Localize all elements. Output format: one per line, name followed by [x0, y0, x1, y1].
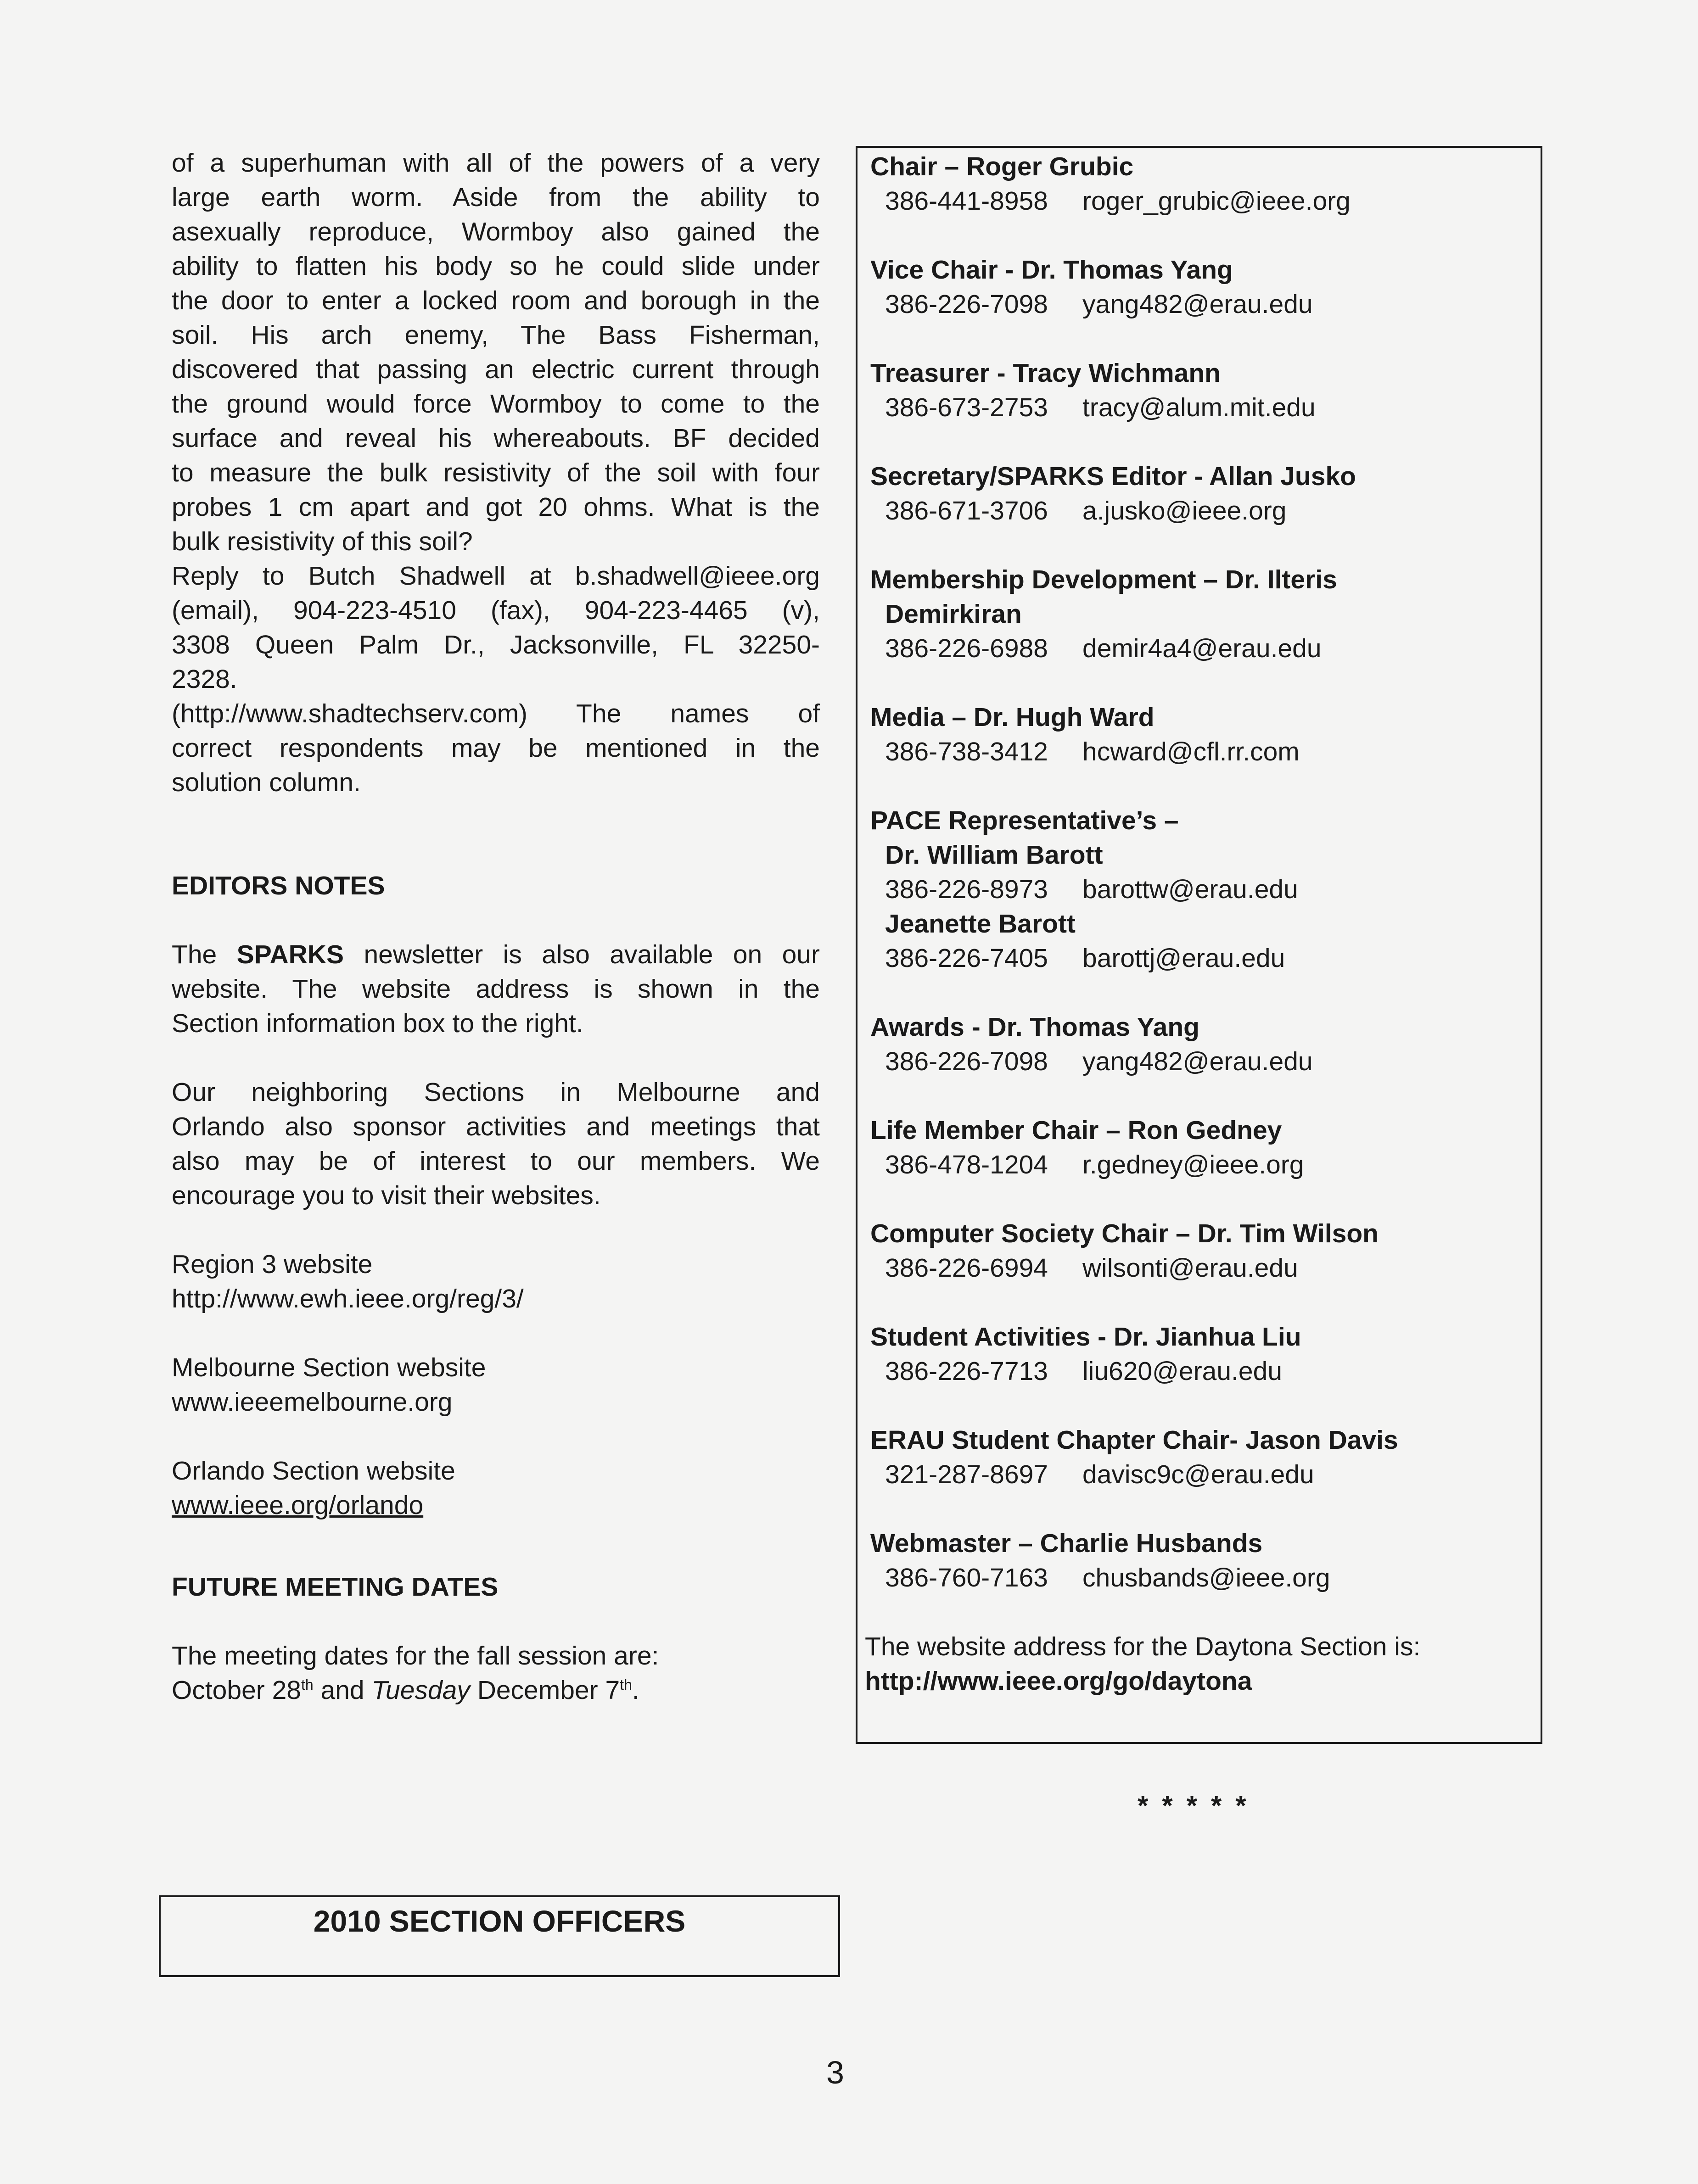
daytona-website-url[interactable]: http://www.ieee.org/go/daytona	[865, 1666, 1252, 1696]
section-divider-stars: *****	[1138, 1790, 1260, 1821]
puzzle-line: discovered that passing an electric current through	[172, 355, 820, 384]
website-line: (http://www.shadtechserv.com) The names of	[172, 699, 820, 728]
puzzle-line: probes 1 cm apart and got 20 ohms. What is the	[172, 492, 820, 522]
website-line: correct respondents may be mentioned in the	[172, 733, 820, 763]
puzzle-line: soil. His arch enemy, The Bass Fisherman,	[172, 320, 820, 350]
officer-chair: Chair – Roger Grubic 386-441-8958 roger_grubic@ieee.org	[870, 152, 1351, 216]
officer-email[interactable]: yang482@erau.edu	[1082, 1047, 1313, 1076]
officer-webmaster: Webmaster – Charlie Husbands 386-760-7163 chusbands@ieee.org	[870, 1529, 1330, 1592]
officer-email[interactable]: barottw@erau.edu	[1082, 875, 1298, 904]
officer-email[interactable]: tracy@alum.mit.edu	[1082, 393, 1316, 422]
melbourne-link-block	[172, 1351, 820, 1419]
officer-email[interactable]: roger_grubic@ieee.org	[1082, 186, 1351, 216]
officer-treasurer: Treasurer - Tracy Wichmann 386-673-2753 tracy@alum.mit.edu	[870, 358, 1316, 422]
melbourne-label: Melbourne Section website	[172, 1353, 486, 1382]
officer-computer-society: Computer Society Chair – Dr. Tim Wilson 386-226-6994 wilsonti@erau.edu	[870, 1219, 1379, 1283]
puzzle-line: the door to enter a locked room and borough in the	[172, 286, 820, 315]
page-number: 3	[826, 2055, 844, 2090]
officer-erau-chapter: ERAU Student Chapter Chair- Jason Davis 321-287-8697 davisc9c@erau.edu	[870, 1425, 1398, 1489]
melbourne-url[interactable]: www.ieeemelbourne.org	[172, 1387, 453, 1417]
officer-membership: Membership Development – Dr. Ilteris Demirkiran 386-226-6988 demir4a4@erau.edu	[870, 565, 1337, 663]
website-line: solution column.	[172, 768, 361, 797]
editors-notes-paragraph-1: The SPARKS newsletter is also available on our website. The website address is shown in the Section information box to the right.	[172, 940, 820, 1038]
puzzle-question: bulk resistivity of this soil?	[172, 527, 473, 556]
orlando-link-block	[172, 1454, 820, 1523]
reply-line: Reply to Butch Shadwell at b.shadwell@ieee.org	[172, 561, 820, 591]
future-meetings-heading: FUTURE MEETING DATES	[172, 1572, 499, 1602]
officer-media: Media – Dr. Hugh Ward 386-738-3412 hcward@cfl.rr.com	[870, 703, 1300, 766]
officer-email[interactable]: hcward@cfl.rr.com	[1082, 737, 1300, 766]
officer-awards: Awards - Dr. Thomas Yang 386-226-7098 yang482@erau.edu	[870, 1012, 1313, 1076]
officer-email[interactable]: chusbands@ieee.org	[1082, 1563, 1330, 1592]
reply-line: 2328.	[172, 665, 237, 694]
officer-vice-chair: Vice Chair - Dr. Thomas Yang 386-226-7098 yang482@erau.edu	[870, 255, 1313, 319]
officer-email[interactable]: r.gedney@ieee.org	[1082, 1150, 1304, 1179]
officer-secretary: Secretary/SPARKS Editor - Allan Jusko 386-671-3706 a.jusko@ieee.org	[870, 462, 1356, 525]
website-note: The website address for the Daytona Section is:	[865, 1632, 1421, 1661]
officer-email[interactable]: yang482@erau.edu	[1082, 290, 1313, 319]
officer-email[interactable]: a.jusko@ieee.org	[1082, 496, 1287, 525]
puzzle-line: asexually reproduce, Wormboy also gained the	[172, 217, 820, 246]
left-column	[172, 146, 820, 1708]
editors-notes-paragraph-2: Our neighboring Sections in Melbourne and Orlando also sponsor activities and meetings that also may be of interest to our members. We encourage you to visit their websites.	[172, 1078, 820, 1210]
officer-email[interactable]: davisc9c@erau.edu	[1082, 1460, 1314, 1489]
puzzle-line: to measure the bulk resistivity of the soil with four	[172, 458, 820, 487]
sparks-bold: SPARKS	[236, 940, 344, 969]
puzzle-line: surface and reveal his whereabouts. BF decided	[172, 424, 820, 453]
region3-label: Region 3 website	[172, 1250, 373, 1279]
officer-life-member: Life Member Chair – Ron Gedney 386-478-1204 r.gedney@ieee.org	[870, 1116, 1304, 1179]
officers-list	[865, 150, 1531, 1698]
puzzle-line: of a superhuman with all of the powers of a very	[172, 148, 820, 178]
region3-url[interactable]: http://www.ewh.ieee.org/reg/3/	[172, 1284, 524, 1313]
puzzle-line: the ground would force Wormboy to come to the	[172, 389, 820, 419]
officer-pace: PACE Representative’s – Dr. William Barott 386-226-8973 barottw@erau.edu Jeanette Barott 386-226-7405 barottj@erau.edu	[870, 806, 1298, 973]
officer-student-activities: Student Activities - Dr. Jianhua Liu 386-226-7713 liu620@erau.edu	[870, 1322, 1301, 1386]
future-meetings-text: The meeting dates for the fall session are: October 28th and Tuesday December 7th.	[172, 1641, 659, 1705]
officer-email[interactable]: wilsonti@erau.edu	[1082, 1253, 1298, 1283]
puzzle-line: large earth worm. Aside from the ability to	[172, 183, 820, 212]
puzzle-line: ability to flatten his body so he could slide under	[172, 251, 820, 281]
orlando-url[interactable]: www.ieee.org/orlando	[172, 1491, 424, 1520]
officer-email[interactable]: liu620@erau.edu	[1082, 1357, 1283, 1386]
reply-line: (email), 904-223-4510 (fax), 904-223-4465 (v),	[172, 596, 820, 625]
reply-line: 3308 Queen Palm Dr., Jacksonville, FL 32250-	[172, 630, 820, 659]
orlando-label: Orlando Section website	[172, 1456, 455, 1486]
section-officers-heading: 2010 SECTION OFFICERS	[313, 1904, 686, 1938]
editors-notes-heading: EDITORS NOTES	[172, 871, 385, 900]
section-officers-heading-box	[159, 1895, 840, 1977]
officer-email[interactable]: barottj@erau.edu	[1082, 944, 1285, 973]
region3-link-block	[172, 1247, 820, 1316]
officer-email[interactable]: demir4a4@erau.edu	[1082, 634, 1322, 663]
puzzle-paragraph	[172, 146, 820, 800]
